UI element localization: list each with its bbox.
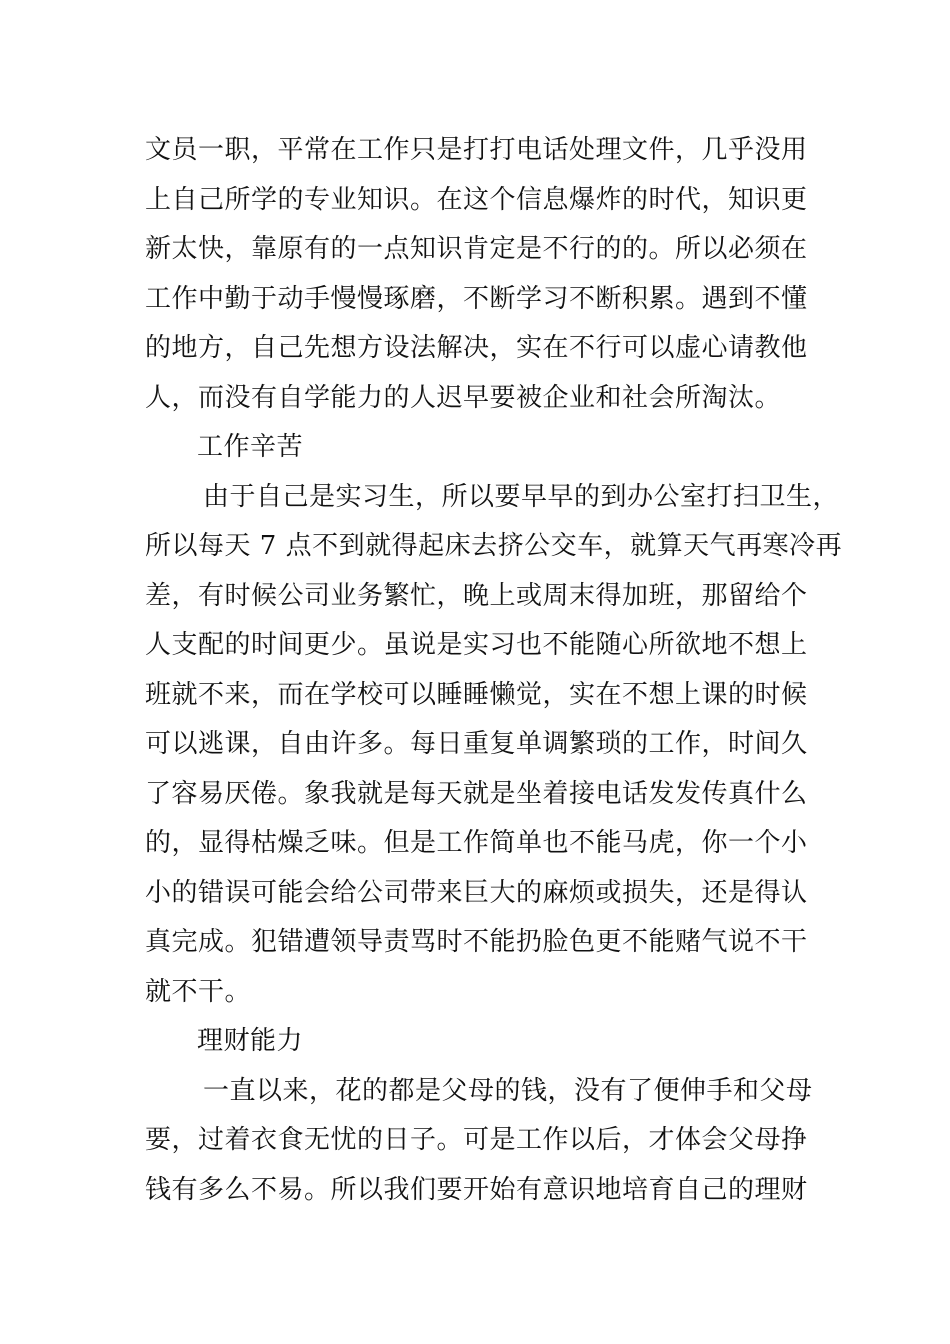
text-line: 差，有时候公司业务繁忙，晚上或周末得加班，那留给个 xyxy=(145,580,808,611)
document-body xyxy=(145,126,843,1215)
text-line: 人，而没有自学能力的人迟早要被企业和社会所淘汰。 xyxy=(145,382,782,413)
text-line: 人支配的时间更少。虽说是实习也不能随心所欲地不想上 xyxy=(145,630,808,660)
text-line: 所以每天 7 点不到就得起床去挤公交车，就算天气再寒冷再 xyxy=(145,531,843,561)
text-line: 要，过着衣食无忧的日子。可是工作以后，才体会父母挣 xyxy=(145,1125,808,1155)
text-line: 新太快，靠原有的一点知识肯定是不行的的。所以必须在 xyxy=(145,234,808,264)
text-line: 班就不来，而在学校可以睡睡懒觉，实在不想上课的时候 xyxy=(145,679,808,710)
paragraph-first-line: 一直以来，花的都是父母的钱，没有了便伸手和父母 xyxy=(203,1075,813,1106)
text-line: 真完成。犯错遭领导责骂时不能扔脸色更不能赌气说不干 xyxy=(145,927,808,957)
text-line: 就不干。 xyxy=(145,976,252,1007)
section-heading-work-hardship: 工作辛苦 xyxy=(197,432,304,462)
text-line: 钱有多么不易。所以我们要开始有意识地培育自己的理财 xyxy=(145,1174,808,1205)
text-line: 可以逃课，自由许多。每日重复单调繁琐的工作，时间久 xyxy=(145,729,808,759)
text-line: 的地方，自己先想方设法解决，实在不行可以虚心请教他 xyxy=(145,333,808,363)
paragraph-first-line: 由于自己是实习生，所以要早早的到办公室打扫卫生， xyxy=(203,481,840,512)
text-line: 文员一职，平常在工作只是打打电话处理文件，几乎没用 xyxy=(145,135,808,165)
text-line: 工作中勤于动手慢慢琢磨，不断学习不断积累。遇到不懂 xyxy=(145,283,808,314)
text-line: 的，显得枯燥乏味。但是工作简单也不能马虎，你一个小 xyxy=(145,828,808,858)
section-heading-financial-ability: 理财能力 xyxy=(197,1026,304,1056)
text-line: 上自己所学的专业知识。在这个信息爆炸的时代，知识更 xyxy=(145,184,808,215)
text-line: 小的错误可能会给公司带来巨大的麻烦或损失，还是得认 xyxy=(145,877,808,908)
text-line: 了容易厌倦。象我就是每天就是坐着接电话发发传真什么 xyxy=(145,778,808,809)
